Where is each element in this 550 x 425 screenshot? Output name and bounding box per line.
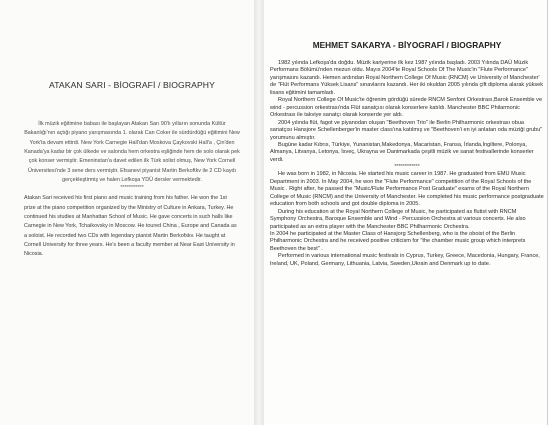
turkish-paragraph: Royal Northern College Of Music'te öğrenim gördüğü sürede RNCM Senfoni Orkestrası,Barok Ensemble ve wind - percussion orkestrası'nda Flüt sanatçısı olarak konserlere katıldı. Manchester BBC Philarmonic Orkestrası ile takviye sanatçı olarak konserde yer aldı.: [270, 97, 543, 119]
biography-separator: *************: [394, 164, 420, 171]
left-page: [0, 0, 254, 425]
mehmet-sakarya-biography-title: MEHMET SAKARYA - BİYOGRAFİ / BIOGRAPHY: [312, 40, 502, 50]
right-page: [264, 0, 550, 425]
english-paragraph: During his education at the Royal Northern College of Music, he participated as flutist with RNCM Symphony Orchestra, Baroque Ensemble and Wind - Percussion Orchestra at various concerts. He also participated as an extra player with the Manchester BBC Philharmonic Orchestra.: [270, 208, 526, 230]
atakan-sari-biography-title: ATAKAN SARI - BİOGRAFİ / BIOGRAPHY: [49, 80, 215, 90]
turkish-paragraph: Bugüne kadar Kıbrıs, Türkiye, Yunanistan,Makedonya, Macaristan, Fransa, İrlanda,İngiltere, Polonya, Almanya, Litvanya, Letonya, İsveç, Ukrayna ve Danimarkada çeşitli müzik ve sanat festivallerinde konserler verdi.: [270, 141, 534, 163]
english-paragraph: In 2004 he participated at the Master Class of Hansjorg Schellenberg, who is the oboist of the Berlin Philharmonic Orchestra and he received positive criticism for "the chamber music group which interprets Beethoven the best" .: [270, 230, 526, 252]
page-gutter: [254, 0, 264, 425]
biography-separator: ************: [120, 185, 144, 192]
english-paragraph: Performed in various international music festivals in Cyprus, Turkey, Greece, Macedonia, Hungary, France, Ireland, UK, Poland, Germany, Lithuania, Latvia, Sweden,Ukrain and Denmark up to date.: [270, 253, 540, 267]
atakan-sari-turkish-biography: İlk müzik eğitimine babası ile başlayan Atakan Sarı 90'lı yılların sonunda Kültür Bakanlığı'nın açtığı piyano yarışmasında 1. olarak Can Coker ile sürdürdüğü eğitimini New York'ta devam ettirdi. New York Carnegie Hall'dan Moskova Çaykovski Hall'a , Çin'den Kanada'ya kadar bir çok ülkede ve salonda hem orkestra eşliğinde hem de solo olarak pek çok konser vermiştir. Emeninstan'a davet edilen ilk Türk solist olmuş, New York Cornell Üniversitesi'nde 3 sene ders vermiştir. Efsanevi piyanist Martin Berkoftkv ile 2 CD kaydı gerçekleştirmiş ve halen Lefkoşa YDÜ dersler vermektedir.: [24, 121, 240, 184]
mehmet-sakarya-biography-body: [270, 60, 544, 268]
atakan-sari-english-biography: Atakan Sari received his first piano and music training from his father. He won the 1st prize at the piano competition organized by the Ministry of Culture in Ankara, Turkey. He continued his studies at Manhattan School of Music. He gave concerts in such halls like Carnegie in New York, Tchaikovsky in Moscow. He toured China , Europe and Canada as a soloist. He recorded two CDs with legendary pianist Martin Berkofskv. He taught at Cornell University for three years. He's been a faculty member at Near East University in Nicosia.: [24, 195, 237, 258]
turkish-paragraph: 1982 yılında Lefkoşa'da doğdu. Müzik kariyerine ilk kez 1987 yılında başladı. 2003 Yılında DAÜ Müzik Performans Bölümü'nden mezun oldu. Mayıs 2004'te Royal Schools Of The Music'in "Flute Performance" yarışmasını kazandı. Hemen ardından Royal Northern College Of Music (RNCM) ve University of Manchester' de "Flüt Performans Yüksek Lisans" sınavlarını kazandı. Her iki okuldan 2005 yılında çift diploma alarak yüksek lisans eğitimini tamamladı.: [270, 60, 543, 96]
page-edge: [547, 0, 548, 425]
english-paragraph: He was born in 1982, in Nicosia. He started his music career in 1987. He graduated from EMU Music Department in 2003. In May 2004, he won the "Flute Performance" competition of the Royal Schools of the Music . Right after, he passed the "Music/Flute Performance Post Graduate" exams of the Royal Northern College of Music (RNCM) and the University of Manchester. He completed his music performance postgraduate education from both schools and got double diploma in 2005.: [270, 171, 544, 208]
turkish-paragraph: 2004 yılında flüt, fagot ve piyanodan oluşan "Beethoven Trio" ile Berlin Philharmonic orkestrası obua sanatçısı Hansjore Schellenberger'in master class'ına katılmış ve "Beethoven'i en iyi anlatan oda müziği grubu" yorumunu almıştır.: [270, 119, 543, 141]
